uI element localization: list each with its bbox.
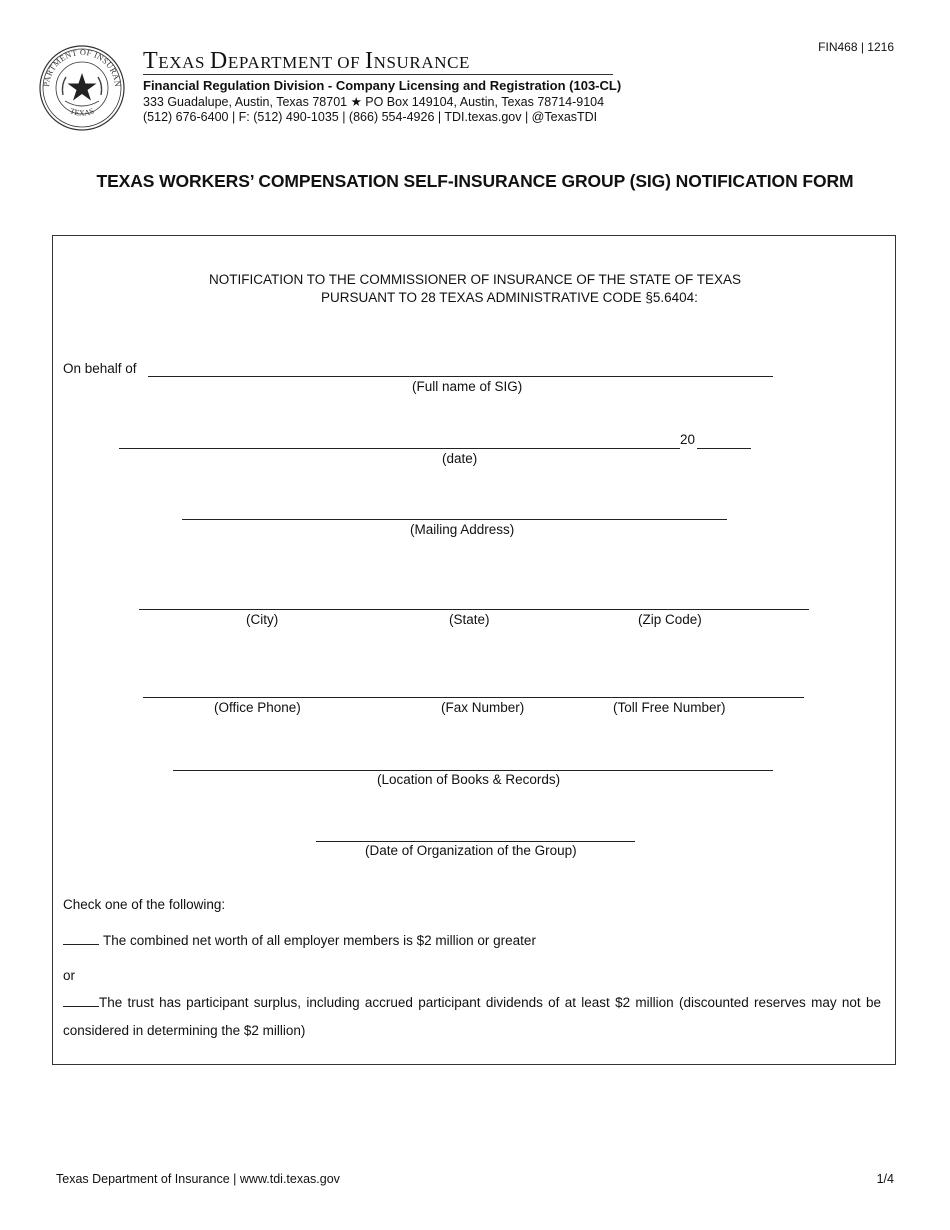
state-caption: (State) bbox=[449, 612, 490, 627]
mailing-address-field[interactable] bbox=[182, 519, 727, 520]
tdi-seal-logo bbox=[39, 45, 125, 131]
mailing-address-caption: (Mailing Address) bbox=[410, 522, 515, 537]
date-caption: (date) bbox=[442, 451, 478, 466]
option-2-row bbox=[63, 989, 881, 1045]
year-field[interactable] bbox=[697, 448, 751, 449]
fax-caption: (Fax Number) bbox=[441, 700, 525, 715]
books-records-caption: (Location of Books & Records) bbox=[377, 772, 561, 787]
date-field[interactable] bbox=[119, 448, 680, 449]
city-caption: (City) bbox=[246, 612, 279, 627]
toll-free-caption: (Toll Free Number) bbox=[613, 700, 726, 715]
option-1-text: The combined net worth of all employer members is $2 million or greater bbox=[103, 933, 536, 948]
option-1-row bbox=[63, 932, 536, 948]
notification-line-2: PURSUANT TO 28 TEXAS ADMINISTRATIVE CODE §5.6404: bbox=[321, 290, 698, 305]
option-2-text: The trust has participant surplus, including accrued participant dividends of at least $2 million (discounted reserves may not be considered in determining the $2 million) bbox=[63, 995, 881, 1038]
organization-date-field[interactable] bbox=[316, 841, 635, 842]
on-behalf-of-label: On behalf of bbox=[63, 361, 137, 376]
form-title: TEXAS WORKERS’ COMPENSATION SELF-INSURANCE GROUP (SIG) NOTIFICATION FORM bbox=[96, 171, 854, 191]
books-records-field[interactable] bbox=[173, 770, 773, 771]
svg-text:DEPARTMENT OF INSURANCE: PARTMENT OF INSURAN bbox=[41, 47, 123, 88]
agency-name: TEXAS DEPARTMENT OF INSURANCE bbox=[143, 48, 471, 74]
agency-contact: (512) 676-6400 | F: (512) 490-1035 | (866) 554-4926 | TDI.texas.gov | @TexasTDI bbox=[143, 110, 598, 124]
year-prefix: 20 bbox=[680, 432, 696, 447]
option-1-checkbox[interactable] bbox=[63, 932, 99, 945]
organization-date-caption: (Date of Organization of the Group) bbox=[365, 843, 577, 858]
option-2-checkbox[interactable] bbox=[63, 994, 99, 1007]
or-label: or bbox=[63, 968, 76, 983]
city-state-zip-field[interactable] bbox=[139, 609, 809, 610]
phone-numbers-field[interactable] bbox=[143, 697, 804, 698]
page-number: 1/4 bbox=[876, 1172, 894, 1186]
office-phone-caption: (Office Phone) bbox=[214, 700, 301, 715]
sig-name-caption: (Full name of SIG) bbox=[412, 379, 523, 394]
sig-name-field[interactable] bbox=[148, 376, 773, 377]
zip-caption: (Zip Code) bbox=[638, 612, 702, 627]
agency-address: 333 Guadalupe, Austin, Texas 78701 ★ PO Box 149104, Austin, Texas 78714-9104 bbox=[143, 95, 605, 109]
check-intro: Check one of the following: bbox=[63, 897, 226, 912]
svg-text:TEXAS: TEXAS bbox=[68, 106, 96, 118]
notification-line-1: NOTIFICATION TO THE COMMISSIONER OF INSURANCE OF THE STATE OF TEXAS bbox=[208, 272, 742, 287]
header-divider bbox=[143, 74, 613, 75]
division-name: Financial Regulation Division - Company Licensing and Registration (103-CL) bbox=[143, 78, 622, 93]
form-number: FIN468 | 1216 bbox=[818, 40, 894, 54]
footer-agency: Texas Department of Insurance | www.tdi.texas.gov bbox=[56, 1172, 340, 1186]
